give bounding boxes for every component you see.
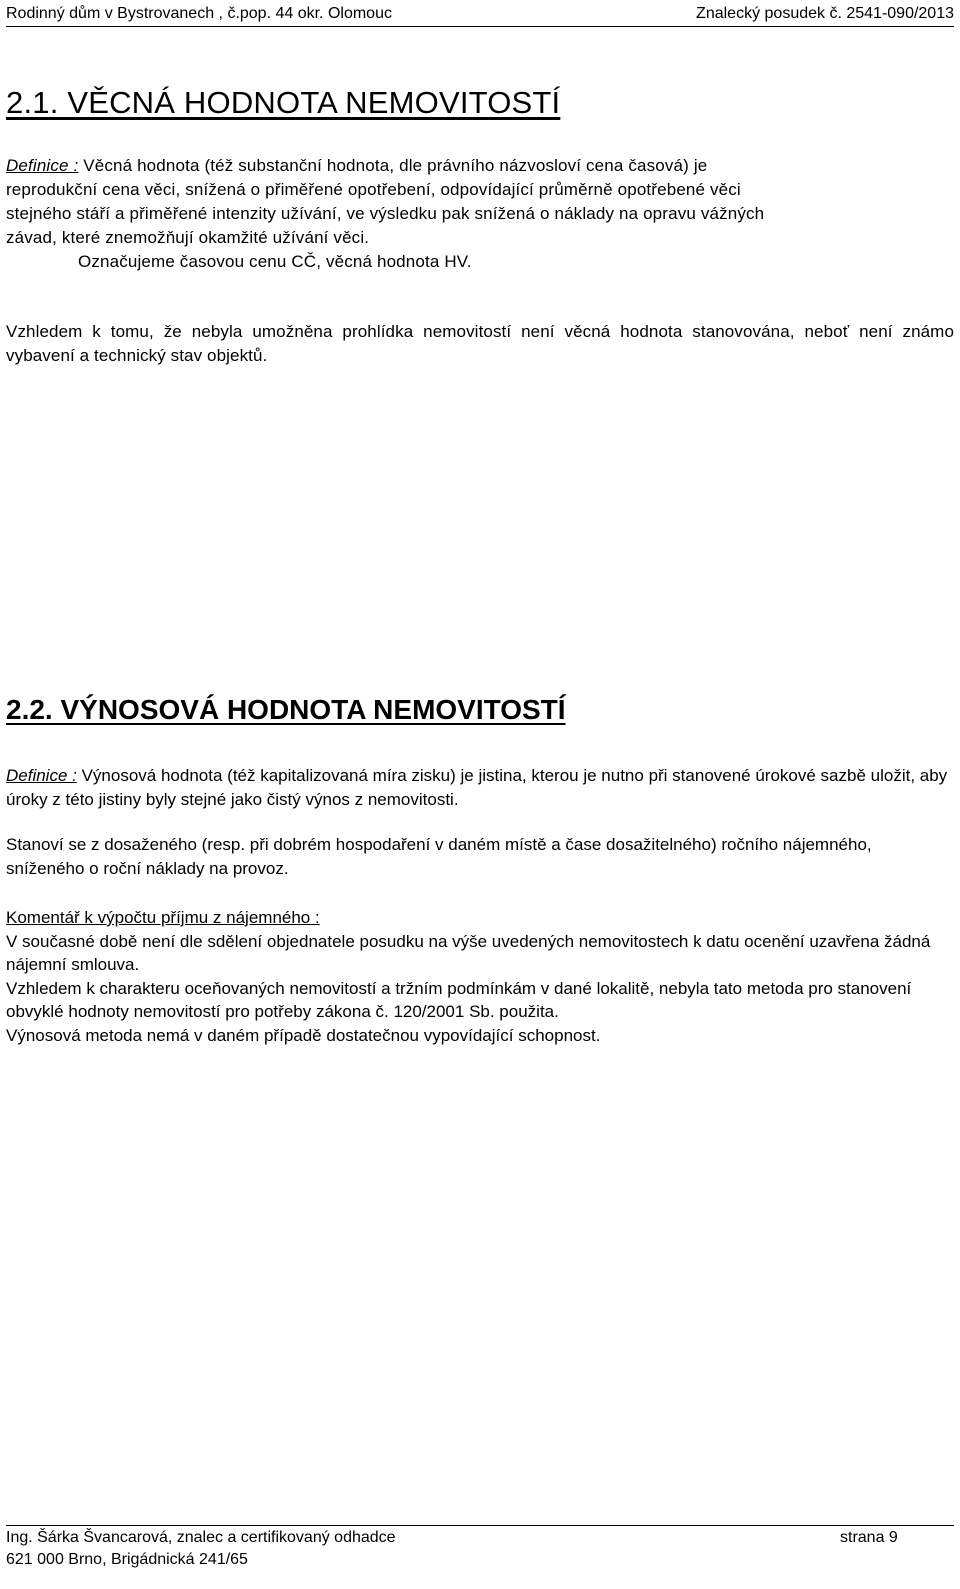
- definition-text: Výnosová hodnota (též kapitalizovaná míra zisku) je jistina, kterou je nutno při stanovené úrokové sazbě uložit, aby úroky z této jistiny byly stejné jako čistý výnos z nemovitosti.: [6, 766, 948, 809]
- section1-definition: [6, 154, 954, 274]
- definition-line-4: závad, které znemožňují okamžité užívání věci.: [6, 228, 370, 247]
- comment-label: Komentář k výpočtu příjmu z nájemného :: [6, 908, 320, 927]
- section1-note: Vzhledem k tomu, že nebyla umožněna prohlídka nemovitostí není věcná hodnota stanovována, neboť není známo vybavení a technický stav objektů.: [6, 322, 954, 365]
- section2-definition: [6, 764, 954, 812]
- section2-heading: 2.2. VÝNOSOVÁ HODNOTA NEMOVITOSTÍ: [6, 694, 566, 725]
- header-right: Znalecký posudek č. 2541-090/2013: [696, 5, 954, 22]
- definition-label: Definice :: [6, 766, 77, 785]
- definition-label: Definice :: [6, 156, 79, 175]
- footer-address: 621 000 Brno, Brigádnická 241/65: [6, 1551, 248, 1568]
- marking-line: Označujeme časovou cenu CČ, věcná hodnota HV.: [78, 252, 472, 271]
- section2-comment: [6, 906, 954, 1048]
- comment-paragraph-1: V současné době není dle sdělení objednatele posudku na výše uvedených nemovitostech k datu ocenění uzavřena žádná nájemní smlouva.: [6, 931, 931, 975]
- definition-line-2: reprodukční cena věci, snížená o přiměřené opotřebení, odpovídající průměrně opotřebené věci: [6, 180, 741, 199]
- definition-line-3: stejného stáří a přiměřené intenzity užívání, ve výsledku pak snížená o náklady na opravu vážných: [6, 204, 765, 223]
- header-divider: [6, 26, 954, 27]
- comment-paragraph-2: Vzhledem k charakteru oceňovaných nemovitostí a tržním podmínkám v dané lokalitě, nebyla tato metoda pro stanovení obvyklé hodnoty nemovitostí pro potřeby zákona č. 120/2001 Sb. použita.: [6, 978, 912, 1022]
- footer-page-number: strana 9: [840, 1529, 898, 1546]
- header-left: Rodinný dům v Bystrovanech , č.pop. 44 okr. Olomouc: [6, 5, 392, 22]
- section1-heading: 2.1. VĚCNÁ HODNOTA NEMOVITOSTÍ: [6, 85, 561, 120]
- definition-line-1: Definice : Věcná hodnota (též substanční hodnota, dle právního názvosloví cena časová) je: [6, 156, 708, 175]
- section2-determined: Stanoví se z dosaženého (resp. při dobrém hospodaření v daném místě a čase dosažitelného) ročního nájemného, sníženého o roční náklady na provoz.: [6, 835, 872, 878]
- footer-author: Ing. Šárka Švancarová, znalec a certifikovaný odhadce: [6, 1529, 396, 1546]
- footer-divider: [6, 1525, 954, 1526]
- comment-paragraph-3: Výnosová metoda nemá v daném případě dostatečnou vypovídající schopnost.: [6, 1025, 601, 1045]
